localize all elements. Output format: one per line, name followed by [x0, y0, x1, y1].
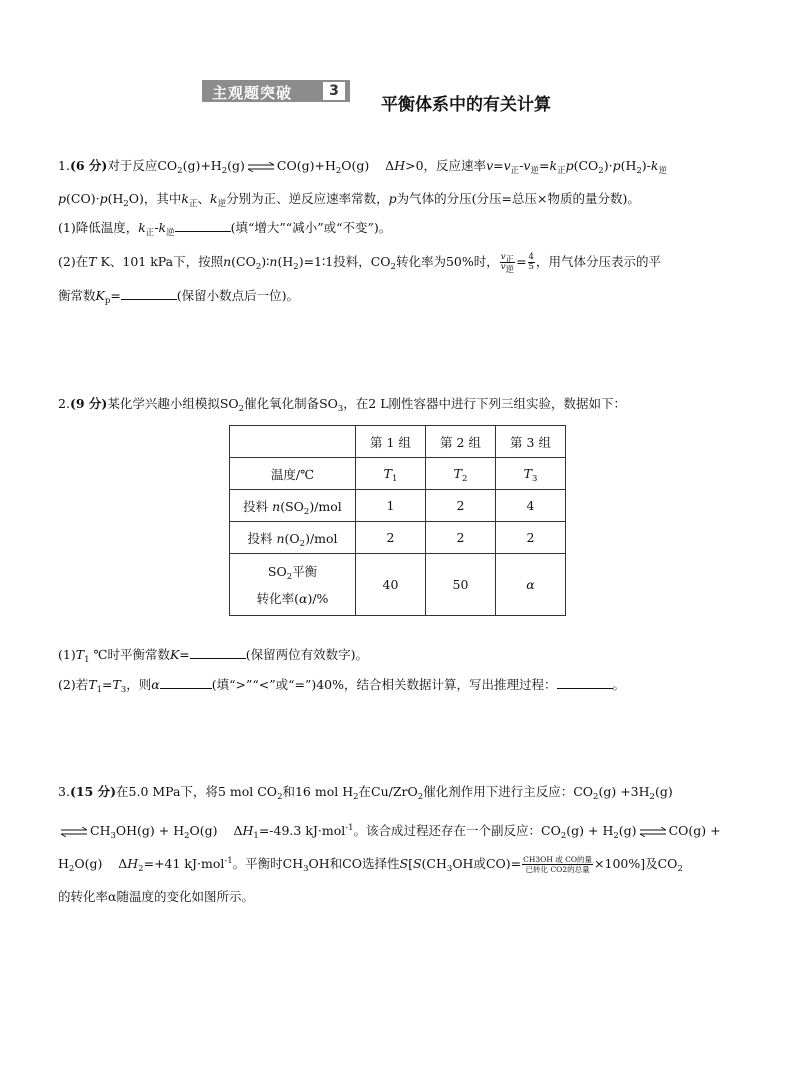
q1-part2-suffix: (保留小数点后一位)。 — [176, 288, 300, 303]
table-cell: 2 — [426, 490, 496, 522]
q1-part2-answer-blank[interactable] — [121, 288, 177, 300]
q3-line1: 3.(15 分)在5.0 MPa下，将5 mol $CO_2$和16 mol $H_2$在Cu/ZrO$_2$催化剂作用下进行主反应：$CO_2(g) +3H_2(g)$ — [58, 784, 673, 802]
table-header-cell: 第 1 组 — [356, 426, 426, 458]
q2-part1: $(1)T_1$ ℃时平衡常数K= (保留两位有效数字)。 — [58, 647, 369, 665]
table-row — [230, 554, 566, 616]
experiment-table — [229, 425, 566, 616]
table-header-cell: 第 2 组 — [426, 426, 496, 458]
table-cell: 投料 $n(O_2)$/mol — [230, 522, 356, 554]
q2-part1-suffix: (保留两位有效数字)。 — [245, 647, 369, 662]
table-cell: 50 — [426, 554, 496, 616]
q1-part1-suffix: (填“增大”“减小”或“不变”)。 — [230, 220, 392, 235]
q1-line1: 1.(6 分)对于反应$CO_2(g)+H_2(g)$ $CO(g)+H_2O(g)$ ΔH>0，反应速率$v=v_正-v_逆=k_正p(CO_2)\cdot p(H_2)-k_逆$ — [58, 158, 667, 176]
table-cell: $T_3$ — [496, 458, 566, 490]
table-cell: 1 — [356, 490, 426, 522]
q3-line3: $H_2O(g)$ $\Delta H_2=+41$ kJ·mol$^{-1}$。平衡时$CH_3OH$和CO选择性$S[S(CH_3OH$或CO)= $\frac{\text{CH3OH 或 CO的量}}{\text{已转化 CO2的总量}}$ ×100%]及$CO_2$ — [58, 855, 683, 874]
table-header-cell: 第 3 组 — [496, 426, 566, 458]
table-cell: 温度/℃ — [230, 458, 356, 490]
rate-ratio-fraction: $\frac{v_正}{v_逆}$ — [500, 252, 515, 275]
table-cell: 4 — [496, 490, 566, 522]
q2-number: 2. — [58, 396, 70, 411]
q2-part2-end: 。 — [612, 677, 626, 692]
badge-number: 3 — [329, 83, 339, 99]
q3-number: 3. — [58, 784, 70, 799]
table-cell: $T_2$ — [426, 458, 496, 490]
rate-ratio-value: $\frac{4}{5}$ — [528, 252, 534, 272]
page-title: 平衡体系中的有关计算 — [381, 95, 551, 115]
q1-part2-line1: (2)在T K、101 kPa下，按照$n(CO_2)∶n(H_2)=1∶1$投料，$CO_2$转化率为50%时， $\frac{v_正}{v_逆}$ = $\frac{4}{5}$ ，用气体分压表示的平 — [58, 252, 661, 275]
q1-score: (6 分) — [69, 158, 108, 173]
q3-score: (15 分) — [69, 784, 117, 799]
table-cell: 2 — [496, 522, 566, 554]
q1-part1: (1)降低温度，$k_正-k_逆$ (填“增大”“减小”或“不变”)。 — [58, 220, 392, 238]
table-header-row — [230, 426, 566, 458]
section-badge — [202, 80, 350, 102]
q3-line4: 的转化率α随温度的变化如图所示。 — [58, 889, 254, 904]
table-row — [230, 490, 566, 522]
q2-part2: (2)若$T_1=T_3$，则α (填“>”“<”或“=”)40%，结合相关数据计算，写出推理过程： 。 — [58, 677, 626, 695]
table-header-empty — [230, 426, 356, 458]
q1-part2-line2: 衡常数$K_p=$ (保留小数点后一位)。 — [58, 288, 300, 306]
q2-stem: 2.(9 分)某化学兴趣小组模拟$SO_2$催化氧化制备$SO_3$，在2 L刚性容器中进行下列三组实验，数据如下： — [58, 396, 627, 414]
q1-line2: $p(CO)\cdot p(H_2O)$，其中$k_正$、$k_逆$分别为正、逆反应速率常数，p为气体的分压(分压=总压×物质的量分数)。 — [58, 191, 640, 209]
table-cell: 2 — [426, 522, 496, 554]
equilibrium-arrow-icon — [639, 827, 667, 837]
table-cell: 40 — [356, 554, 426, 616]
table-cell: 2 — [356, 522, 426, 554]
table-row — [230, 522, 566, 554]
q1-part1-answer-blank[interactable] — [175, 220, 231, 232]
selectivity-fraction: $\frac{\text{CH3OH 或 CO的量}}{\text{已转化 CO2的总量}}$ — [523, 855, 593, 874]
q3-line2: $CH_3OH(g) + H_2O(g)$ $\Delta H_1=-49.3$ kJ·mol$^{-1}$。该合成过程还存在一个副反应：$CO_2(g) + H_2(g)$ CO(g) + — [58, 822, 721, 840]
q2-part2-reasoning-blank[interactable] — [557, 677, 613, 689]
q1-stem: 对于反应 — [107, 158, 158, 173]
q1-number: 1. — [58, 158, 70, 173]
q2-score: (9 分) — [69, 396, 108, 411]
table-row — [230, 458, 566, 490]
q2-part2-mid: (填“>”“<”或“=”)40%，结合相关数据计算，写出推理过程： — [211, 677, 557, 692]
equilibrium-arrow-icon — [247, 162, 275, 172]
badge-label: 主观题突破 — [212, 84, 293, 102]
table-cell: 投料 $n(SO_2)$/mol — [230, 490, 356, 522]
table-cell: $T_1$ — [356, 458, 426, 490]
equilibrium-arrow-icon — [60, 827, 88, 837]
badge-number-box — [323, 82, 345, 100]
table-cell: $SO_2$平衡 转化率(α)/% — [230, 554, 356, 616]
q2-part1-answer-blank[interactable] — [190, 647, 246, 659]
table-cell: α — [496, 554, 566, 616]
q2-part2-answer-blank[interactable] — [160, 677, 212, 689]
